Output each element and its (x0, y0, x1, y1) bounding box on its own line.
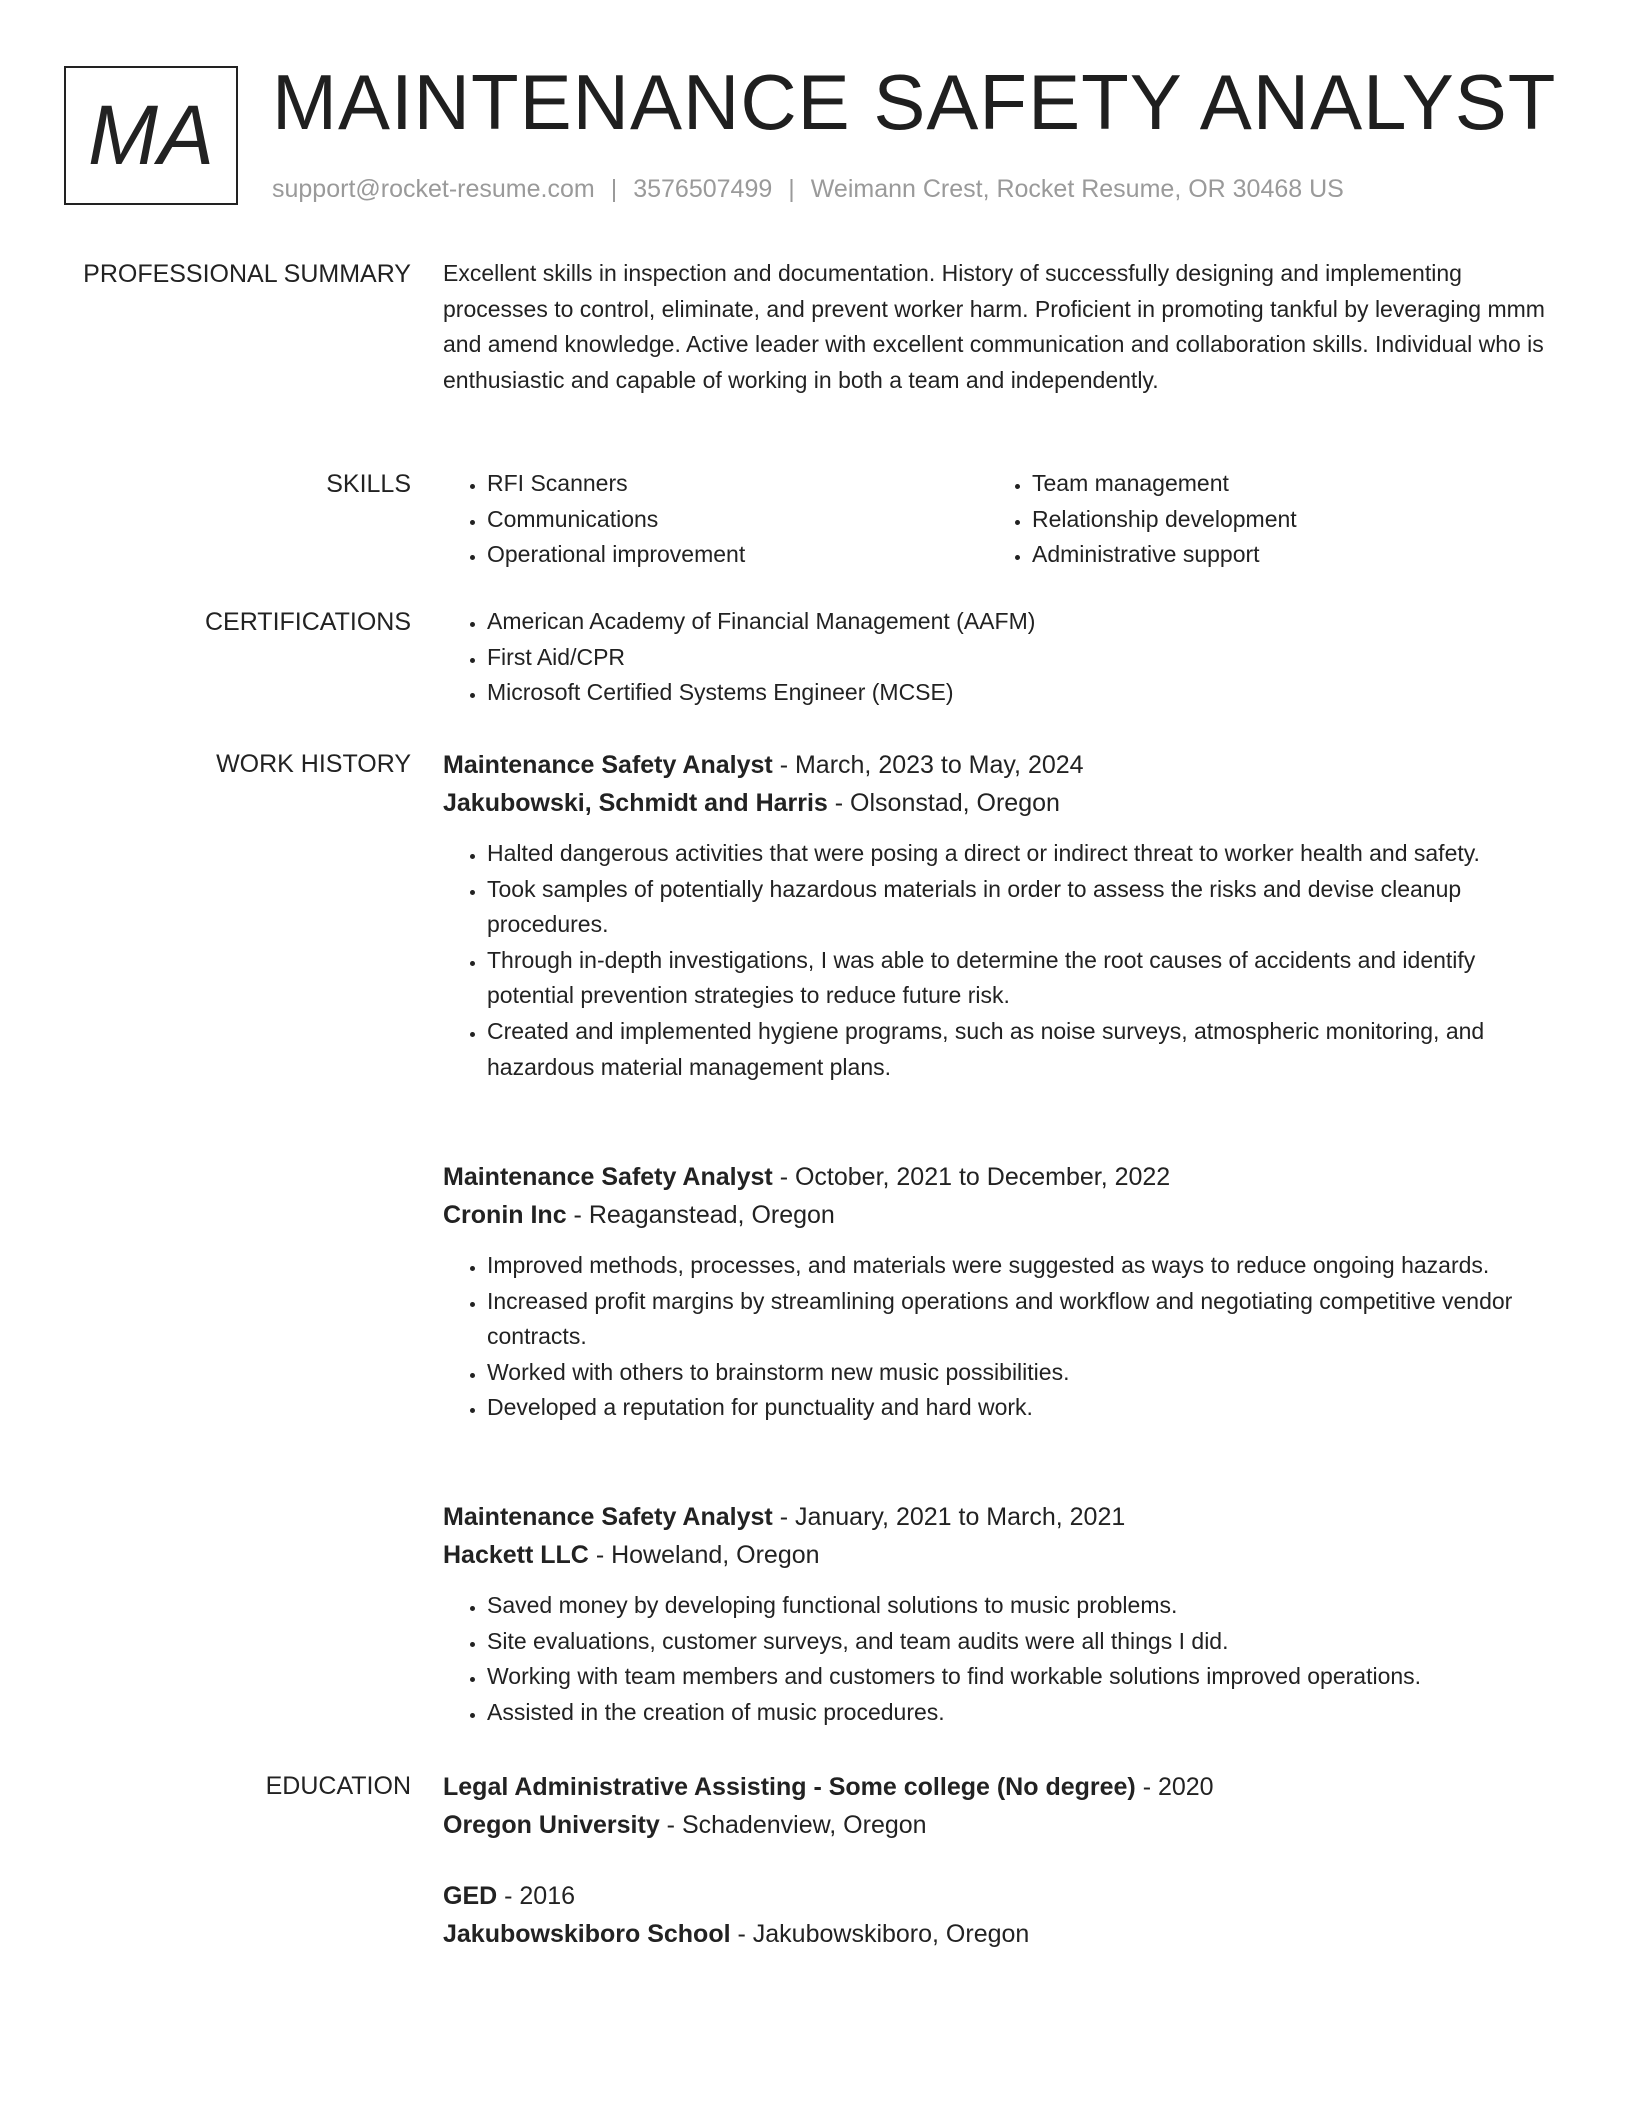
job-bullets (443, 1248, 1553, 1426)
summary-heading: PROFESSIONAL SUMMARY (83, 260, 411, 288)
education-school-line (443, 1806, 1553, 1844)
skills-list-right (988, 466, 1533, 573)
education-year: - 2016 (497, 1882, 576, 1910)
job-title: Maintenance Safety Analyst (443, 1503, 773, 1531)
job-company: Cronin Inc (443, 1201, 567, 1229)
certifications-list (443, 604, 1553, 711)
job-entry (443, 1498, 1553, 1730)
contact-separator: | (610, 175, 618, 203)
certification-item: • American Academy of Financial Management (AAFM) (487, 604, 1553, 640)
job-title-line (443, 1158, 1553, 1196)
job-company-line (443, 1536, 1553, 1574)
contact-email: support@rocket-resume.com (272, 175, 595, 203)
work-history-heading: WORK HISTORY (216, 750, 411, 778)
job-bullet: • Created and implemented hygiene programs, such as noise surveys, atmospheric monitoring, and hazardous material management plans. (487, 1014, 1553, 1085)
job-bullet: • Developed a reputation for punctuality and hard work. (487, 1390, 1553, 1426)
skills-grid (443, 466, 1553, 573)
education-degree-line (443, 1877, 1553, 1915)
job-bullet: • Halted dangerous activities that were posing a direct or indirect threat to worker health and safety. (487, 836, 1553, 872)
education-entry (443, 1768, 1553, 1844)
job-company: Jakubowski, Schmidt and Harris (443, 789, 828, 817)
skills-heading: SKILLS (326, 470, 411, 498)
contact-phone: 3576507499 (633, 175, 773, 203)
education-degree: Legal Administrative Assisting - Some college (No degree) (443, 1773, 1136, 1801)
job-location: - Olsonstad, Oregon (827, 789, 1060, 817)
job-bullet: • Assisted in the creation of music procedures. (487, 1695, 1553, 1731)
resume-title: MAINTENANCE SAFETY ANALYST (272, 58, 1557, 146)
job-company-line (443, 1196, 1553, 1234)
contact-line (272, 174, 1344, 204)
job-bullet: • Improved methods, processes, and materials were suggested as ways to reduce ongoing hazards. (487, 1248, 1553, 1284)
certifications-heading: CERTIFICATIONS (204, 608, 411, 636)
education-school: Jakubowskiboro School (443, 1920, 731, 1948)
education-school-line (443, 1915, 1553, 1953)
monogram-box (64, 66, 238, 205)
skill-item: • Communications (487, 502, 988, 538)
job-bullets (443, 1588, 1553, 1730)
job-bullet: • Working with team members and customers to find workable solutions improved operations. (487, 1659, 1553, 1695)
education-heading: EDUCATION (265, 1772, 411, 1800)
job-company-line (443, 784, 1553, 822)
skill-item: • Administrative support (1032, 537, 1533, 573)
job-bullet: • Worked with others to brainstorm new music possibilities. (487, 1355, 1553, 1391)
monogram-initials: MA (88, 88, 214, 182)
job-dates: - March, 2023 to May, 2024 (772, 751, 1084, 779)
skill-item: • RFI Scanners (487, 466, 988, 502)
education-year: - 2020 (1135, 1773, 1214, 1801)
job-title: Maintenance Safety Analyst (443, 751, 773, 779)
education-location: - Jakubowskiboro, Oregon (730, 1920, 1030, 1948)
job-bullet: • Site evaluations, customer surveys, and team audits were all things I did. (487, 1624, 1553, 1660)
job-dates: - January, 2021 to March, 2021 (772, 1503, 1126, 1531)
skills-list-left (443, 466, 988, 573)
job-bullet: • Increased profit margins by streamlining operations and workflow and negotiating competitive vendor contracts. (487, 1284, 1553, 1355)
job-location: - Howeland, Oregon (588, 1541, 820, 1569)
job-location: - Reaganstead, Oregon (566, 1201, 835, 1229)
job-dates: - October, 2021 to December, 2022 (772, 1163, 1171, 1191)
skill-item: • Operational improvement (487, 537, 988, 573)
job-entry (443, 746, 1553, 1085)
job-title-line (443, 1498, 1553, 1536)
certification-item: • Microsoft Certified Systems Engineer (MCSE) (487, 675, 1553, 711)
summary-text: Excellent skills in inspection and documentation. History of successfully designing and implementing processes to control, eliminate, and prevent worker harm. Proficient in promoting tankful by leveraging mmm and amend knowledge. Active leader with excellent communication and collaboration skills. Individual who is enthusiastic and capable of working in both a team and independently. (443, 260, 1545, 393)
certification-item: • First Aid/CPR (487, 640, 1553, 676)
job-company: Hackett LLC (443, 1541, 589, 1569)
education-degree: GED (443, 1882, 498, 1910)
job-title-line (443, 746, 1553, 784)
education-body (443, 1768, 1553, 1968)
contact-separator: | (788, 175, 795, 203)
job-title: Maintenance Safety Analyst (443, 1163, 773, 1191)
education-entry (443, 1877, 1553, 1953)
contact-address: Weimann Crest, Rocket Resume, OR 30468 US (810, 175, 1344, 203)
job-bullet: • Saved money by developing functional solutions to music problems. (487, 1588, 1553, 1624)
job-bullet: • Took samples of potentially hazardous materials in order to assess the risks and devise cleanup procedures. (487, 872, 1553, 943)
skill-item: • Team management (1032, 466, 1533, 502)
skill-item: • Relationship development (1032, 502, 1533, 538)
education-degree-line (443, 1768, 1553, 1806)
job-entry (443, 1158, 1553, 1426)
education-school: Oregon University (443, 1811, 660, 1839)
job-bullet: • Through in-depth investigations, I was able to determine the root causes of accidents and identify potential prevention strategies to reduce future risk. (487, 943, 1553, 1014)
job-bullets (443, 836, 1553, 1085)
summary-body (443, 256, 1553, 398)
education-location: - Schadenview, Oregon (659, 1811, 927, 1839)
certifications-body (443, 604, 1553, 711)
work-history-body (443, 746, 1553, 1736)
